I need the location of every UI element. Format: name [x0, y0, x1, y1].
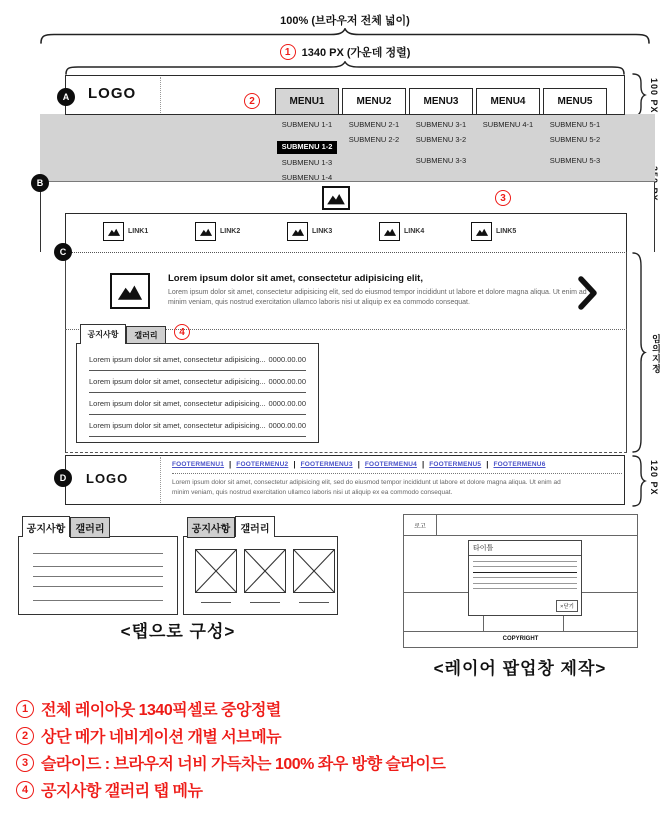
link-label: LINK4: [404, 228, 425, 235]
gallery-thumb-placeholder: [195, 549, 237, 593]
note-4: [16, 778, 202, 801]
slider-image-icon: [322, 186, 350, 210]
browser-width-label: 100% (브라우저 전체 넓이): [280, 15, 410, 27]
separator: |: [293, 460, 296, 469]
height-label-120px: 120 PX: [649, 460, 659, 496]
footer-menu-2[interactable]: FOOTERMENU2: [236, 461, 289, 468]
submenu-item[interactable]: SUBMENU 5-2: [549, 135, 601, 145]
layer-popup: [468, 540, 582, 616]
notice-date: 0000.00.00: [268, 377, 306, 386]
site-logo[interactable]: LOGO: [88, 85, 137, 102]
menu-item-1[interactable]: MENU1: [275, 88, 339, 115]
example1-tab-gallery[interactable]: 갤러리: [70, 517, 110, 538]
section-badge-b: B: [31, 174, 49, 192]
example2-tab-notice[interactable]: 공지사항: [187, 517, 235, 538]
text-line: [473, 583, 577, 584]
text-line: [473, 577, 577, 578]
footer-logo[interactable]: LOGO: [86, 471, 129, 486]
note-marker: 3: [16, 754, 34, 772]
quick-link-bar: [65, 213, 627, 252]
note-2: [16, 724, 281, 747]
popup-close-button[interactable]: ×닫기: [556, 600, 578, 612]
notice-date: 0000.00.00: [268, 399, 306, 408]
quick-link-5[interactable]: [471, 222, 516, 241]
layer-popup-title: 타이틀: [469, 541, 581, 556]
brace-120px: [632, 455, 647, 508]
link-label: LINK1: [128, 228, 149, 235]
brace-auto: [632, 252, 647, 454]
quick-link-2[interactable]: [195, 222, 240, 241]
quick-link-4[interactable]: [379, 222, 424, 241]
menu-item-4[interactable]: MENU4: [476, 88, 540, 115]
separator: |: [486, 460, 489, 469]
submenu-col-1: [274, 121, 340, 190]
note-text: 상단 메가 네비게이션 개별 서브메뉴: [41, 729, 282, 746]
thumb-caption-line: [299, 602, 329, 603]
frame-line: [404, 535, 637, 536]
text-line: [473, 561, 577, 562]
image-icon: [471, 222, 492, 241]
feature-banner[interactable]: [65, 252, 627, 330]
submenu-item[interactable]: SUBMENU 3-1: [415, 120, 467, 129]
footer-body-text: Lorem ipsum dolor sit amet, consectetur adipisicing elit, sed do eiusmod tempor incididunt ut labore et dolore magna aliqua. Ut enim ad minim veniam, quis nostrud exercitation ullamco laboris nisi ut aliquip ex ea commodo consequat.: [172, 479, 561, 496]
example1-tab-notice[interactable]: 공지사항: [22, 516, 70, 537]
image-icon: [287, 222, 308, 241]
text-line: [33, 553, 163, 554]
submenu-item[interactable]: SUBMENU 1-1: [281, 120, 333, 129]
marker-1: 1: [280, 44, 296, 60]
popup-example-caption: <레이어 팝업창 제작>: [433, 659, 607, 678]
submenu-col-3: [408, 121, 474, 172]
separator: |: [421, 460, 425, 469]
menu-item-3[interactable]: MENU3: [409, 88, 473, 115]
example2-tab-gallery[interactable]: 갤러리: [235, 516, 275, 537]
notice-list-panel: [76, 343, 319, 443]
notice-date: 0000.00.00: [268, 421, 306, 430]
text-line: [33, 586, 163, 587]
submenu-col-4: [475, 121, 541, 136]
notice-date: 0000.00.00: [268, 355, 306, 364]
example2-panel: [183, 536, 338, 615]
gallery-thumb-placeholder: [293, 549, 335, 593]
menu-item-5[interactable]: MENU5: [543, 88, 607, 115]
header-divider: [160, 77, 161, 113]
submenu-item[interactable]: SUBMENU 3-2: [415, 135, 467, 145]
notice-text: Lorem ipsum dolor sit amet, consectetur adipisicing...: [89, 399, 266, 408]
footer-menu-4[interactable]: FOOTERMENU4: [364, 461, 417, 468]
link-label: LINK2: [220, 228, 241, 235]
tab-gallery[interactable]: 갤러리: [126, 326, 166, 344]
example1-panel: [18, 536, 178, 615]
link-label: LINK5: [496, 228, 517, 235]
footer-divider: [160, 457, 161, 503]
note-marker: 2: [16, 727, 34, 745]
note-marker: 1: [16, 700, 34, 718]
footer-menu-1[interactable]: FOOTERMENU1: [172, 461, 225, 468]
notice-row[interactable]: [89, 393, 306, 415]
brace-100px: [632, 73, 647, 118]
notice-row[interactable]: [89, 349, 306, 371]
notice-row[interactable]: [89, 415, 306, 437]
note-1: [16, 697, 281, 720]
height-label-100px: 100 PX: [649, 78, 659, 114]
submenu-item[interactable]: SUBMENU 5-3: [549, 155, 601, 165]
submenu-item[interactable]: SUBMENU 5-1: [549, 120, 601, 129]
tab-notice[interactable]: 공지사항: [80, 324, 126, 344]
text-line: [473, 588, 577, 589]
marker-4: 4: [174, 324, 190, 340]
image-icon: [195, 222, 216, 241]
submenu-col-2: [341, 121, 407, 152]
submenu-col-5: [542, 121, 608, 172]
text-line: [33, 600, 163, 601]
notice-text: Lorem ipsum dolor sit amet, consectetur adipisicing...: [89, 377, 266, 386]
next-arrow-icon[interactable]: [577, 276, 599, 310]
image-icon: [379, 222, 400, 241]
submenu-item[interactable]: SUBMENU 4-1: [482, 120, 534, 129]
feature-title: Lorem ipsum dolor sit amet, consectetur adipisicing elit,: [168, 272, 423, 284]
section-badge-c: C: [54, 243, 72, 261]
frame-line: [404, 631, 637, 632]
image-icon: [110, 273, 150, 309]
notice-row[interactable]: [89, 371, 306, 393]
text-line: [473, 572, 577, 573]
popup-example-copyright: COPYRIGHT: [502, 636, 539, 642]
section-badge-a: A: [57, 88, 75, 106]
notice-text: Lorem ipsum dolor sit amet, consectetur adipisicing...: [89, 355, 266, 364]
image-icon: [103, 222, 124, 241]
footer-menu-3[interactable]: FOOTERMENU3: [300, 461, 353, 468]
note-text: 공지사항 갤러리 탭 메뉴: [41, 783, 203, 800]
menu-item-2[interactable]: MENU2: [342, 88, 406, 115]
text-line: [33, 576, 163, 577]
notice-text: Lorem ipsum dolor sit amet, consectetur adipisicing...: [89, 421, 266, 430]
quick-link-1[interactable]: [103, 222, 148, 241]
marker-3: 3: [495, 190, 511, 206]
submenu-item[interactable]: SUBMENU 1-3: [281, 158, 333, 167]
brace-1340px: [65, 61, 625, 76]
submenu-item[interactable]: SUBMENU 3-3: [415, 155, 467, 165]
footer-menu-5[interactable]: FOOTERMENU5: [429, 461, 482, 468]
note-marker: 4: [16, 781, 34, 799]
gallery-thumb-placeholder: [244, 549, 286, 593]
submenu-item[interactable]: SUBMENU 2-1: [348, 120, 400, 129]
quick-link-3[interactable]: [287, 222, 332, 241]
footer-menu-list: [172, 460, 622, 474]
feature-body: Lorem ipsum dolor sit amet, consectetur adipisicing elit, sed do eiusmod tempor incididunt ut labore et dolore magna aliqua. Ut enim ad minim veniam, quis nostrud exercitation ullamco laboris nisi ut aliquip ex ea commodo consequat.: [168, 288, 587, 306]
note-text: 슬라이드 : 브라우저 너비 가득차는 100% 좌우 방향 슬라이드: [41, 756, 446, 773]
text-line: [473, 566, 577, 567]
note-text: 전체 레이아웃 1340픽셀로 중앙정렬: [41, 702, 281, 719]
submenu-item[interactable]: SUBMENU 2-2: [348, 135, 400, 145]
link-label: LINK3: [312, 228, 333, 235]
submenu-item-active[interactable]: SUBMENU 1-2: [277, 141, 338, 154]
tab-example-caption: <탭으로 구성>: [120, 622, 236, 641]
note-3: [16, 751, 445, 774]
separator: |: [229, 460, 232, 469]
submenu-item[interactable]: SUBMENU 1-4: [281, 173, 333, 183]
footer-menu-6[interactable]: FOOTERMENU6: [493, 461, 546, 468]
brace-100-percent: [40, 28, 650, 45]
marker-2: 2: [244, 93, 260, 109]
section-badge-d: D: [54, 469, 72, 487]
thumb-caption-line: [250, 602, 280, 603]
center-width-row: [40, 44, 650, 60]
height-label-auto: 임의지정: [651, 334, 661, 374]
thumb-caption-line: [201, 602, 231, 603]
separator: |: [357, 460, 360, 469]
feature-text: [168, 273, 588, 309]
center-width-label: 1340 PX (가운데 정렬): [301, 47, 411, 59]
text-line: [33, 566, 163, 567]
popup-example-logo: 로고: [404, 515, 437, 535]
